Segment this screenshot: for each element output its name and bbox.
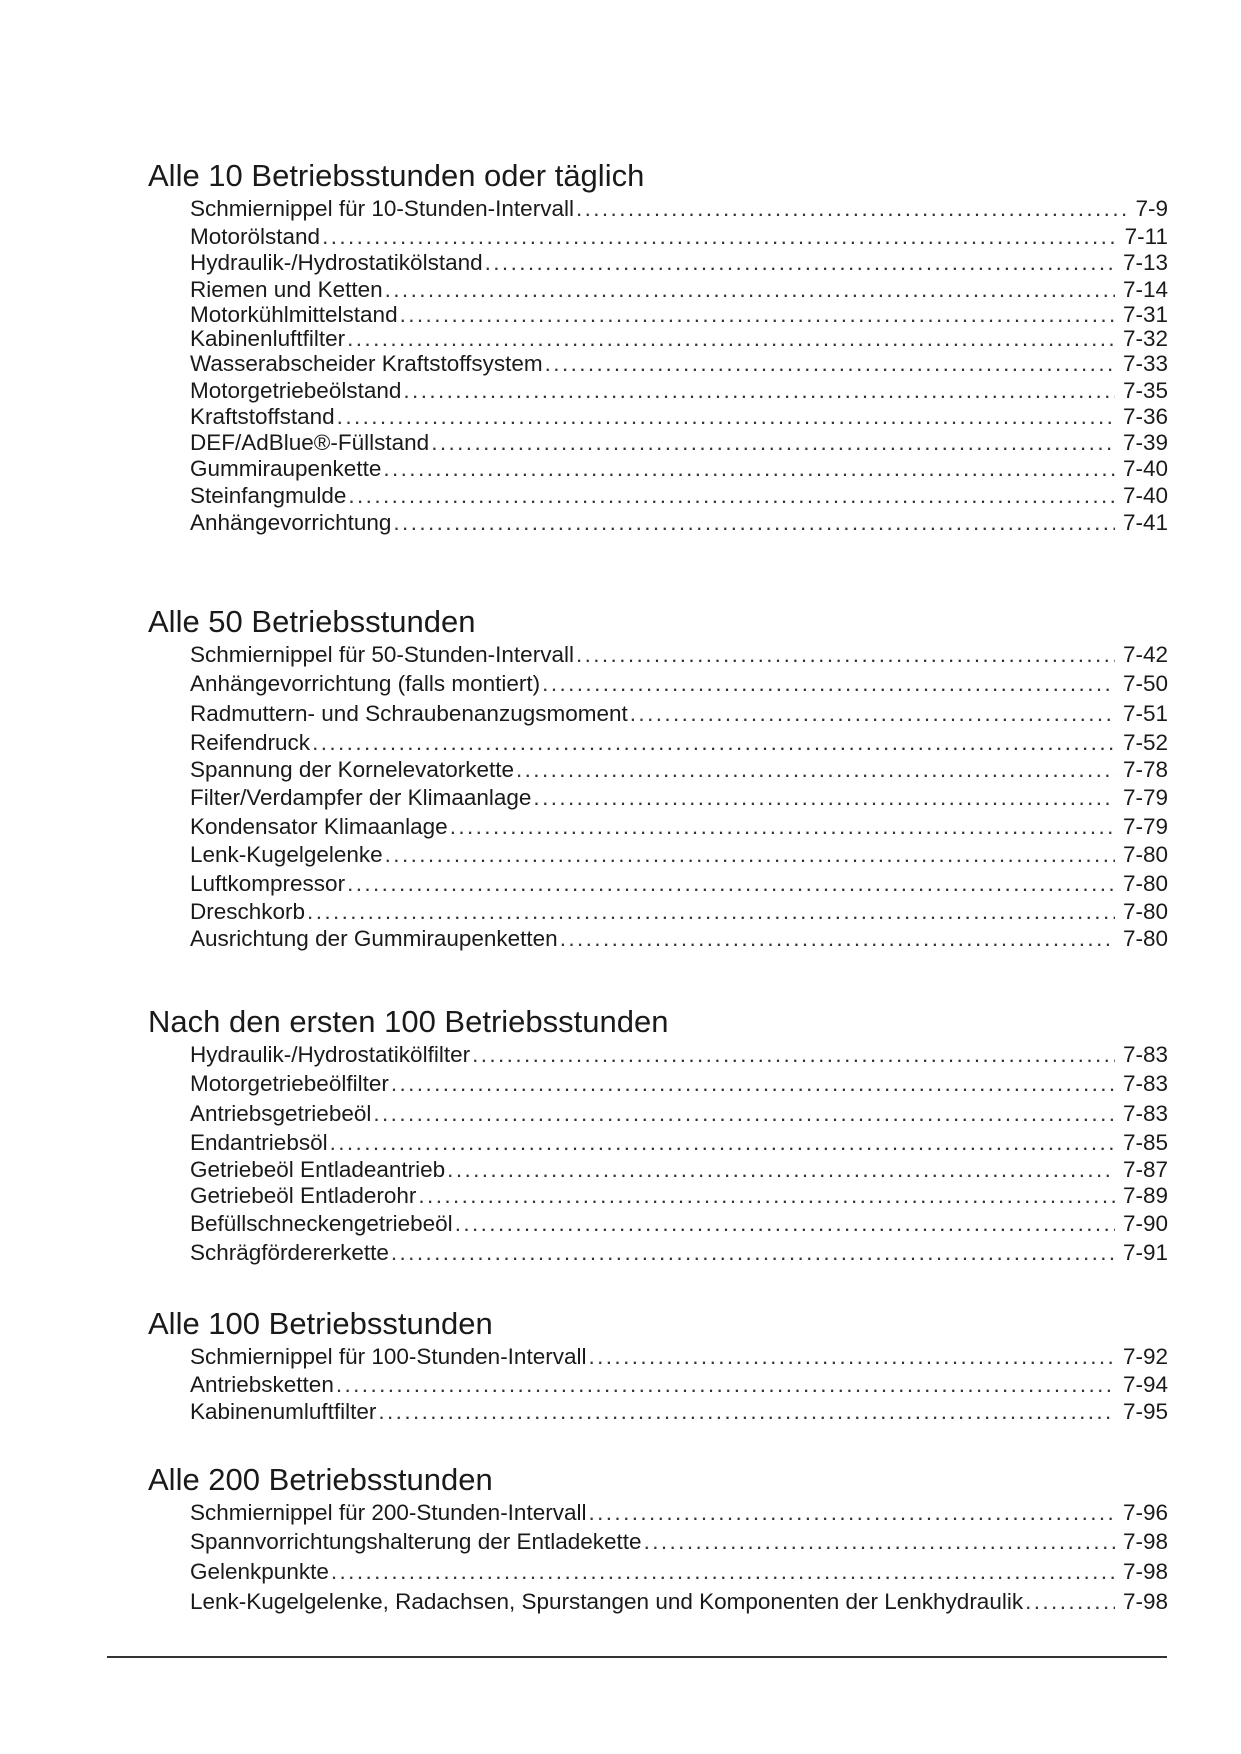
dot-leader [345, 327, 1115, 350]
toc-entry[interactable] [190, 482, 1168, 509]
toc-entry[interactable] [190, 669, 1168, 699]
toc-entry[interactable] [190, 1371, 1168, 1399]
dot-leader [1023, 1587, 1115, 1616]
dot-leader [540, 669, 1115, 699]
toc-entry[interactable] [190, 276, 1168, 303]
toc-entry[interactable] [190, 404, 1168, 430]
toc-entry-label: Luftkompressor [190, 871, 346, 896]
toc-entry[interactable] [190, 812, 1168, 841]
dot-leader [586, 1342, 1114, 1371]
dot-leader [310, 728, 1115, 757]
toc-entry-label: Schmiernippel für 10-Stunden-Intervall [190, 196, 574, 221]
toc-entry[interactable] [190, 1498, 1168, 1527]
section-heading: Alle 200 Betriebsstunden [148, 1462, 493, 1497]
toc-entry[interactable] [190, 350, 1168, 377]
toc-entry[interactable] [190, 1238, 1168, 1268]
toc-entry-page-number: 7-39 [1122, 430, 1168, 455]
section-100h [148, 1306, 1168, 1425]
dot-leader [416, 1183, 1115, 1209]
toc-entry-label: Steinfangmulde [190, 483, 347, 508]
toc-entry[interactable] [190, 699, 1168, 728]
toc-entry-page-number: 7-41 [1122, 510, 1168, 535]
dot-leader [453, 1209, 1115, 1238]
toc-entry-label: Antriebsketten [190, 1372, 334, 1397]
dot-leader [328, 1129, 1115, 1157]
toc-entry-label: Gelenkpunkte [190, 1559, 329, 1584]
dot-leader [445, 1157, 1115, 1183]
toc-entry-label: Riemen und Ketten [190, 277, 383, 302]
toc-entry[interactable] [190, 926, 1168, 952]
toc-entry-label: Motorgetriebeölstand [190, 378, 402, 403]
dot-leader [391, 509, 1115, 536]
toc-entry-page-number: 7-98 [1122, 1529, 1168, 1554]
toc-entry-label: Spannung der Kornelevatorkette [190, 757, 514, 782]
toc-entry-label: Ausrichtung der Gummiraupenketten [190, 926, 558, 951]
toc-entry-page-number: 7-80 [1122, 842, 1168, 867]
toc-entry-label: Hydraulik-/Hydrostatikölstand [190, 250, 483, 275]
toc-entry[interactable] [190, 1587, 1168, 1616]
toc-entry-page-number: 7-83 [1122, 1071, 1168, 1096]
section-50h [148, 604, 1168, 952]
dot-leader [628, 699, 1115, 728]
toc-entry[interactable] [190, 223, 1168, 250]
toc-entry[interactable] [190, 1342, 1168, 1371]
toc-entry[interactable] [190, 1183, 1168, 1209]
toc-entry-label: Lenk-Kugelgelenke, Radachsen, Spurstangen und Komponenten der Lenkhydraulik [190, 1589, 1024, 1614]
toc-entry[interactable] [190, 377, 1168, 404]
toc-entry-page-number: 7-9 [1135, 196, 1168, 221]
section-heading: Alle 50 Betriebsstunden [148, 604, 476, 639]
dot-leader [642, 1527, 1115, 1557]
dot-leader [401, 377, 1115, 404]
toc-entry-page-number: 7-80 [1122, 899, 1168, 924]
toc-entry-label: Reifendruck [190, 730, 311, 755]
toc-entry-label: Filter/Verdampfer der Klimaanlage [190, 785, 532, 810]
toc-entry-page-number: 7-33 [1122, 351, 1168, 376]
toc-entry[interactable] [190, 455, 1168, 482]
toc-entry-page-number: 7-52 [1122, 730, 1168, 755]
toc-entry-page-number: 7-35 [1122, 378, 1168, 403]
toc-entry[interactable] [190, 783, 1168, 812]
toc-entry[interactable] [190, 194, 1168, 223]
dot-leader [483, 250, 1115, 276]
dot-leader [531, 783, 1115, 812]
dot-leader [389, 1069, 1115, 1099]
toc-entry-label: DEF/AdBlue®-Füllstand [190, 430, 430, 455]
toc-entry-page-number: 7-32 [1122, 326, 1168, 351]
dot-leader [429, 430, 1115, 455]
toc-entry-page-number: 7-90 [1122, 1211, 1168, 1236]
entry-list [190, 1342, 1168, 1425]
toc-entry-label: Getriebeöl Entladerohr [190, 1183, 417, 1208]
toc-entry-page-number: 7-79 [1122, 814, 1168, 839]
toc-entry-label: Befüllschneckengetriebeöl [190, 1211, 453, 1236]
dot-leader [514, 757, 1115, 783]
toc-entry-label: Schmiernippel für 50-Stunden-Intervall [190, 642, 574, 667]
toc-entry-label: Motorkühlmittelstand [190, 302, 398, 327]
toc-entry-label: Schmiernippel für 200-Stunden-Intervall [190, 1500, 587, 1525]
toc-entry-label: Endantriebsöl [190, 1130, 328, 1155]
dot-leader [329, 1557, 1115, 1587]
dot-leader [389, 1238, 1115, 1268]
toc-entry[interactable] [190, 898, 1168, 926]
toc-entry-page-number: 7-11 [1124, 224, 1168, 249]
toc-entry-page-number: 7-80 [1122, 926, 1168, 951]
dot-leader [470, 1040, 1115, 1069]
toc-entry-page-number: 7-85 [1122, 1130, 1168, 1155]
toc-entry[interactable] [190, 250, 1168, 276]
toc-entry-page-number: 7-79 [1122, 785, 1168, 810]
dot-leader [586, 1498, 1114, 1527]
toc-entry-page-number: 7-87 [1122, 1157, 1168, 1182]
toc-entry-label: Kondensator Klimaanlage [190, 814, 448, 839]
entry-list [190, 1040, 1168, 1268]
toc-entry-label: Motorölstand [190, 224, 321, 249]
toc-entry[interactable] [190, 430, 1168, 455]
toc-entry[interactable] [190, 1209, 1168, 1238]
toc-entry[interactable] [190, 640, 1168, 669]
dot-leader [334, 1371, 1115, 1399]
dot-leader [335, 404, 1115, 430]
toc-entry[interactable] [190, 869, 1168, 898]
toc-entry[interactable] [190, 1040, 1168, 1069]
section-first-100h [148, 1004, 1168, 1268]
dot-leader [574, 640, 1115, 669]
toc-entry-page-number: 7-51 [1122, 701, 1168, 726]
entry-list [190, 640, 1168, 952]
toc-entry[interactable] [190, 728, 1168, 757]
dot-leader [543, 350, 1115, 377]
toc-entry-label: Kraftstoffstand [190, 404, 335, 429]
dot-leader [320, 223, 1117, 250]
toc-entry[interactable] [190, 509, 1168, 536]
toc-entry-label: Wasserabscheider Kraftstoffsystem [190, 351, 543, 376]
dot-leader [558, 926, 1115, 952]
dot-leader [574, 194, 1128, 223]
toc-entry[interactable] [190, 1527, 1168, 1557]
toc-entry-label: Lenk-Kugelgelenke [190, 842, 383, 867]
toc-entry-page-number: 7-14 [1122, 277, 1168, 302]
toc-entry-page-number: 7-95 [1122, 1399, 1168, 1424]
section-heading: Alle 10 Betriebsstunden oder täglich [148, 158, 645, 193]
toc-entry-label: Getriebeöl Entladeantrieb [190, 1157, 446, 1182]
dot-leader [376, 1399, 1115, 1425]
toc-entry-page-number: 7-94 [1122, 1372, 1168, 1397]
toc-entry-label: Antriebsgetriebeöl [190, 1101, 372, 1126]
toc-entry-label: Kabinenumluftfilter [190, 1399, 377, 1424]
toc-entry-page-number: 7-83 [1122, 1101, 1168, 1126]
toc-entry-page-number: 7-78 [1122, 757, 1168, 782]
section-200h [148, 1462, 1168, 1616]
toc-entry-page-number: 7-89 [1122, 1183, 1168, 1208]
toc-entry-label: Dreschkorb [190, 899, 306, 924]
toc-entry[interactable] [190, 1157, 1168, 1183]
toc-entry-label: Schrägfördererkette [190, 1240, 389, 1265]
entry-list [190, 194, 1168, 536]
dot-leader [345, 869, 1115, 898]
dot-leader [448, 812, 1115, 841]
toc-entry-page-number: 7-98 [1122, 1589, 1168, 1614]
toc-entry[interactable] [190, 757, 1168, 783]
toc-entry-label: Radmuttern- und Schraubenanzugsmoment [190, 701, 628, 726]
toc-entry-label: Schmiernippel für 100-Stunden-Intervall [190, 1344, 587, 1369]
toc-entry-label: Anhängevorrichtung [190, 510, 392, 535]
toc-entry-page-number: 7-50 [1122, 671, 1168, 696]
toc-entry[interactable] [190, 1129, 1168, 1157]
dot-leader [371, 1099, 1115, 1129]
toc-entry-label: Motorgetriebeölfilter [190, 1071, 389, 1096]
toc-entry-page-number: 7-96 [1122, 1500, 1168, 1525]
entry-list [190, 1498, 1168, 1616]
dot-leader [383, 841, 1115, 869]
toc-entry-page-number: 7-83 [1122, 1042, 1168, 1067]
section-heading: Nach den ersten 100 Betriebsstunden [148, 1004, 669, 1039]
toc-entry-page-number: 7-98 [1122, 1559, 1168, 1584]
toc-entry-page-number: 7-31 [1122, 302, 1168, 327]
toc-entry[interactable] [190, 1399, 1168, 1425]
dot-leader [305, 898, 1115, 926]
toc-entry[interactable] [190, 1099, 1168, 1129]
toc-entry-page-number: 7-40 [1122, 456, 1168, 481]
toc-entry[interactable] [190, 303, 1168, 327]
toc-entry-page-number: 7-42 [1122, 642, 1168, 667]
dot-leader [381, 455, 1115, 482]
toc-entry[interactable] [190, 841, 1168, 869]
toc-entry[interactable] [190, 1069, 1168, 1099]
toc-entry-label: Anhängevorrichtung (falls montiert) [190, 671, 541, 696]
toc-entry-page-number: 7-36 [1122, 404, 1168, 429]
toc-entry-page-number: 7-80 [1122, 871, 1168, 896]
toc-entry-label: Hydraulik-/Hydrostatikölfilter [190, 1042, 471, 1067]
dot-leader [346, 482, 1115, 509]
toc-entry-page-number: 7-92 [1122, 1344, 1168, 1369]
toc-entry-label: Spannvorrichtungshalterung der Entladekette [190, 1529, 642, 1554]
toc-entry-label: Kabinenluftfilter [190, 326, 346, 351]
toc-entry-page-number: 7-13 [1122, 250, 1168, 275]
toc-entry-page-number: 7-40 [1122, 483, 1168, 508]
footer-divider [107, 1656, 1167, 1658]
toc-entry[interactable] [190, 1557, 1168, 1587]
section-10h [148, 158, 1168, 536]
section-heading: Alle 100 Betriebsstunden [148, 1306, 493, 1341]
dot-leader [398, 303, 1115, 327]
toc-entry-label: Gummiraupenkette [190, 456, 382, 481]
toc-entry-page-number: 7-91 [1122, 1240, 1168, 1265]
toc-entry[interactable] [190, 327, 1168, 350]
dot-leader [383, 276, 1115, 303]
